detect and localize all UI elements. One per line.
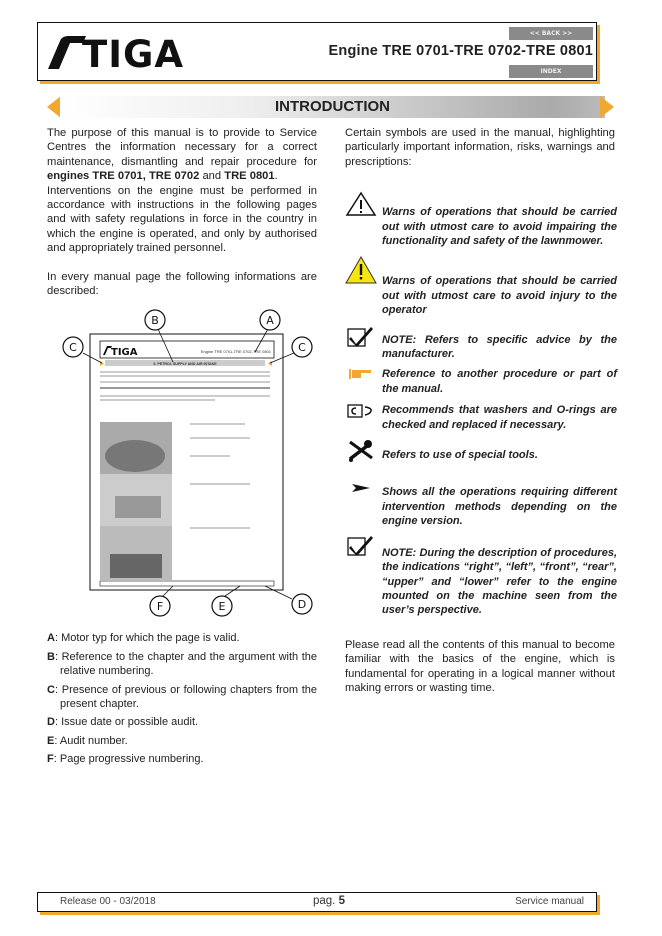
- callout-a: A: [266, 314, 274, 328]
- symbol-item: Refers to use of special tools.: [345, 439, 617, 469]
- special-tools-icon: [345, 439, 377, 463]
- callout-b: B: [151, 314, 159, 328]
- symbol-item: Warns of operations that should be carried out with utmost care to avoid impairing the functionality and safety of the lawnmower.: [345, 191, 617, 248]
- page-number: pag. 5: [313, 895, 345, 907]
- symbol-item: Recommends that washers and O-rings are checked and replaced if necessary.: [345, 403, 617, 433]
- legend-item: D: Issue date or possible audit.: [47, 716, 199, 729]
- arrowhead-icon: [345, 483, 377, 493]
- left-column: [47, 126, 317, 770]
- symbol-item: Shows all the operations requiring different intervention methods depending on the engine version.: [345, 483, 617, 528]
- thumb-title: Engine TRE 0701-TRE 0702-TRE 0801: [200, 349, 271, 355]
- index-button[interactable]: INDEX: [509, 65, 593, 78]
- document-type: Service manual: [515, 896, 584, 907]
- o-ring-icon: [345, 403, 377, 419]
- next-chapter-arrow-icon[interactable]: [600, 96, 614, 118]
- page-header: [37, 22, 597, 81]
- symbol-item: Reference to another procedure or part of the manual.: [345, 367, 617, 397]
- engine-title: Engine TRE 0701-TRE 0702-TRE 0801: [328, 43, 593, 59]
- page-layout-diagram: [55, 306, 325, 621]
- previous-chapter-arrow-icon[interactable]: [47, 96, 61, 118]
- right-column: [345, 126, 615, 695]
- callout-e: E: [218, 600, 226, 614]
- warning-outline-icon: [345, 191, 377, 217]
- legend-item: B: Reference to the chapter and the argument with the relative numbering.: [47, 650, 317, 678]
- legend-item: F: Page progressive numbering.: [47, 752, 204, 765]
- legend-item: E: Audit number.: [47, 734, 128, 747]
- callout-f: F: [156, 600, 164, 614]
- checkmark-note-icon: [345, 535, 377, 557]
- page-footer: [37, 892, 597, 912]
- page-info-paragraph: In every manual page the following informations are described:: [47, 270, 317, 298]
- checkmark-note-icon: [345, 326, 377, 348]
- legend-item: C: Presence of previous or following chapters from the present chapter.: [47, 683, 317, 711]
- callout-c-right: C: [298, 341, 306, 355]
- closing-paragraph: Please read all the contents of this manual to become familiar with the basics of the engine, which is fundamental for operating in a logical manner without making errors or wasting time.: [345, 638, 615, 694]
- release-info: Release 00 - 03/2018: [60, 896, 156, 907]
- legend-list: [47, 631, 317, 766]
- symbols-intro: Certain symbols are used in the manual, highlighting particularly important information, risks, warnings and prescriptions:: [345, 127, 615, 168]
- stiga-logo: [46, 33, 216, 71]
- symbol-item: Warns of operations that should be carried out with utmost care to avoid injury to the operator: [345, 256, 617, 317]
- section-title: INTRODUCTION: [60, 96, 605, 118]
- symbol-item: NOTE: Refers to specific advice by the manufacturer.: [345, 326, 617, 362]
- svg-text:TIGA: TIGA: [82, 33, 185, 71]
- back-button[interactable]: << BACK >>: [509, 27, 593, 40]
- svg-text:TIGA: TIGA: [111, 347, 138, 359]
- symbol-item: NOTE: During the description of procedures, the indications “right”, “left”, “front”, “rear”, “upper” and “lower” refer to the engine mounted on the machine seen from the user’s perspective.: [345, 535, 617, 618]
- callout-d: D: [297, 598, 307, 612]
- pointing-hand-icon: [345, 367, 377, 381]
- purpose-paragraph: The purpose of this manual is to provide to Service Centres the information necessary for a correct maintenance, dismantling and repair procedure for engines TRE 0701, TRE 0702 and TRE 0801.: [47, 127, 317, 183]
- thumb-section: 5. PETROL SUPPLY AND AIR INTAKE: [153, 362, 217, 367]
- interventions-paragraph: Interventions on the engine must be performed in accordance with instructions in the following pages and with safety regulations in force in the country in which the engine is operated, and only by authorised and appropriately trained personnel.: [47, 184, 317, 255]
- legend-item: A: Motor typ for which the page is valid.: [47, 632, 240, 645]
- warning-yellow-icon: [345, 256, 377, 284]
- callout-c-left: C: [69, 341, 77, 355]
